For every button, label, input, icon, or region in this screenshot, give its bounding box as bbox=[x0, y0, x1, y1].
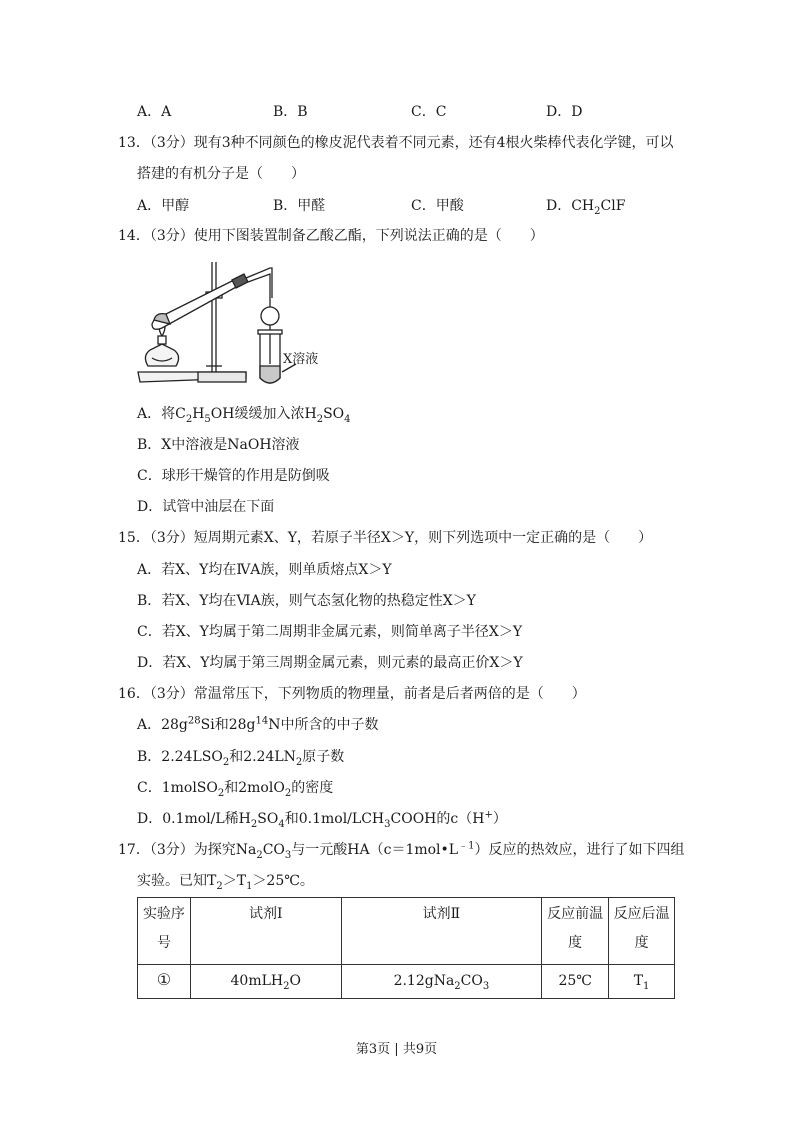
q17-stem-line2: 实验。已知$T_2>T_1>25℃$。 bbox=[137, 873, 314, 892]
q17-stem-line1: 17．（3分）为探究$Na_2CO_3$与一元酸$HA(c=1mol•L^{﹣1})$反应的热效应，进行了如下四组 bbox=[118, 840, 685, 861]
q13-stem-line1: 13．（3分）现有3种不同颜色的橡皮泥代表着不同元素，还有4根火柴棒代表化学键，可以 bbox=[118, 135, 674, 151]
q12-option-b: B．B bbox=[273, 104, 308, 120]
header-reagent-1: 试剂Ⅰ bbox=[190, 898, 341, 965]
header-experiment-no: 实验序号 bbox=[138, 898, 191, 965]
q12-option-a: A．A bbox=[137, 104, 172, 120]
q14-option-c: C．球形干燥管的作用是防倒吸 bbox=[137, 468, 330, 484]
q12-option-d: D．D bbox=[546, 104, 583, 120]
q16-option-b: B．$2.24LSO_2$和$2.24LN_2$原子数 bbox=[137, 749, 345, 768]
header-temp-after: 反应后温度 bbox=[609, 898, 675, 965]
q13-option-d: D．$CH_2ClF$ bbox=[546, 198, 626, 217]
cell-reagent-2: $2.12gNa_2CO_3$ bbox=[341, 965, 542, 999]
table-header-row bbox=[138, 898, 675, 965]
q16-option-d: D．0.1mol/L稀$H_2SO_4$和$0.1mol/LCH_3COOH$的c（H+） bbox=[137, 809, 507, 830]
table-row bbox=[138, 965, 675, 999]
cell-temp-after: $T_1$ bbox=[609, 965, 675, 999]
row-number: ① bbox=[156, 970, 172, 989]
header-temp-before: 反应前温度 bbox=[542, 898, 609, 965]
q13-stem-line2: 搭建的有机分子是（ ） bbox=[137, 166, 305, 182]
q16-stem: 16．（3分）常温常压下，下列物质的物理量，前者是后者两倍的是（ ） bbox=[118, 686, 586, 702]
q13-option-c: C．甲酸 bbox=[411, 198, 464, 214]
q14-option-b: B．X中溶液是NaOH溶液 bbox=[137, 437, 300, 453]
q15-option-a: A．若X、Y均在ⅣA族，则单质熔点X＞Y bbox=[137, 562, 392, 578]
diagram-label-x-solution: X溶液 bbox=[283, 352, 319, 367]
experiment-table bbox=[137, 897, 675, 999]
q15-option-d: D．若X、Y均属于第三周期金属元素，则元素的最高正价X＞Y bbox=[137, 655, 523, 671]
q14-option-d: D．试管中油层在下面 bbox=[137, 499, 275, 515]
q16-option-a: A．$28g^{28}Si$和$28g^{14}N$中所含的中子数 bbox=[137, 715, 379, 733]
q14-stem: 14．（3分）使用下图装置制备乙酸乙酯，下列说法正确的是（ ） bbox=[118, 228, 544, 244]
q15-option-b: B．若X、Y均在ⅥA族，则气态氢化物的热稳定性X＞Y bbox=[137, 593, 476, 609]
cell-temp-before: 25℃ bbox=[542, 965, 609, 999]
header-reagent-2: 试剂Ⅱ bbox=[341, 898, 542, 965]
q15-stem: 15．（3分）短周期元素X、Y，若原子半径X＞Y，则下列选项中一定正确的是（ ） bbox=[118, 530, 653, 546]
q15-option-c: C．若X、Y均属于第二周期非金属元素，则简单离子半径X＞Y bbox=[137, 624, 523, 640]
q14-option-a: A．将$C_2H_5OH$缓缓加入浓$H_2SO_4$ bbox=[137, 406, 351, 425]
q12-option-c: C．C bbox=[411, 104, 447, 120]
page-footer: 第3页 | 共9页 bbox=[355, 1042, 438, 1057]
cell-reagent-1: 40mLH$_2$O bbox=[190, 965, 341, 999]
q13-option-a: A．甲醇 bbox=[137, 198, 190, 214]
q16-option-c: C．1molSO$_2$和2molO$_2$的密度 bbox=[137, 780, 334, 799]
q13-option-b: B．甲醛 bbox=[273, 198, 326, 214]
